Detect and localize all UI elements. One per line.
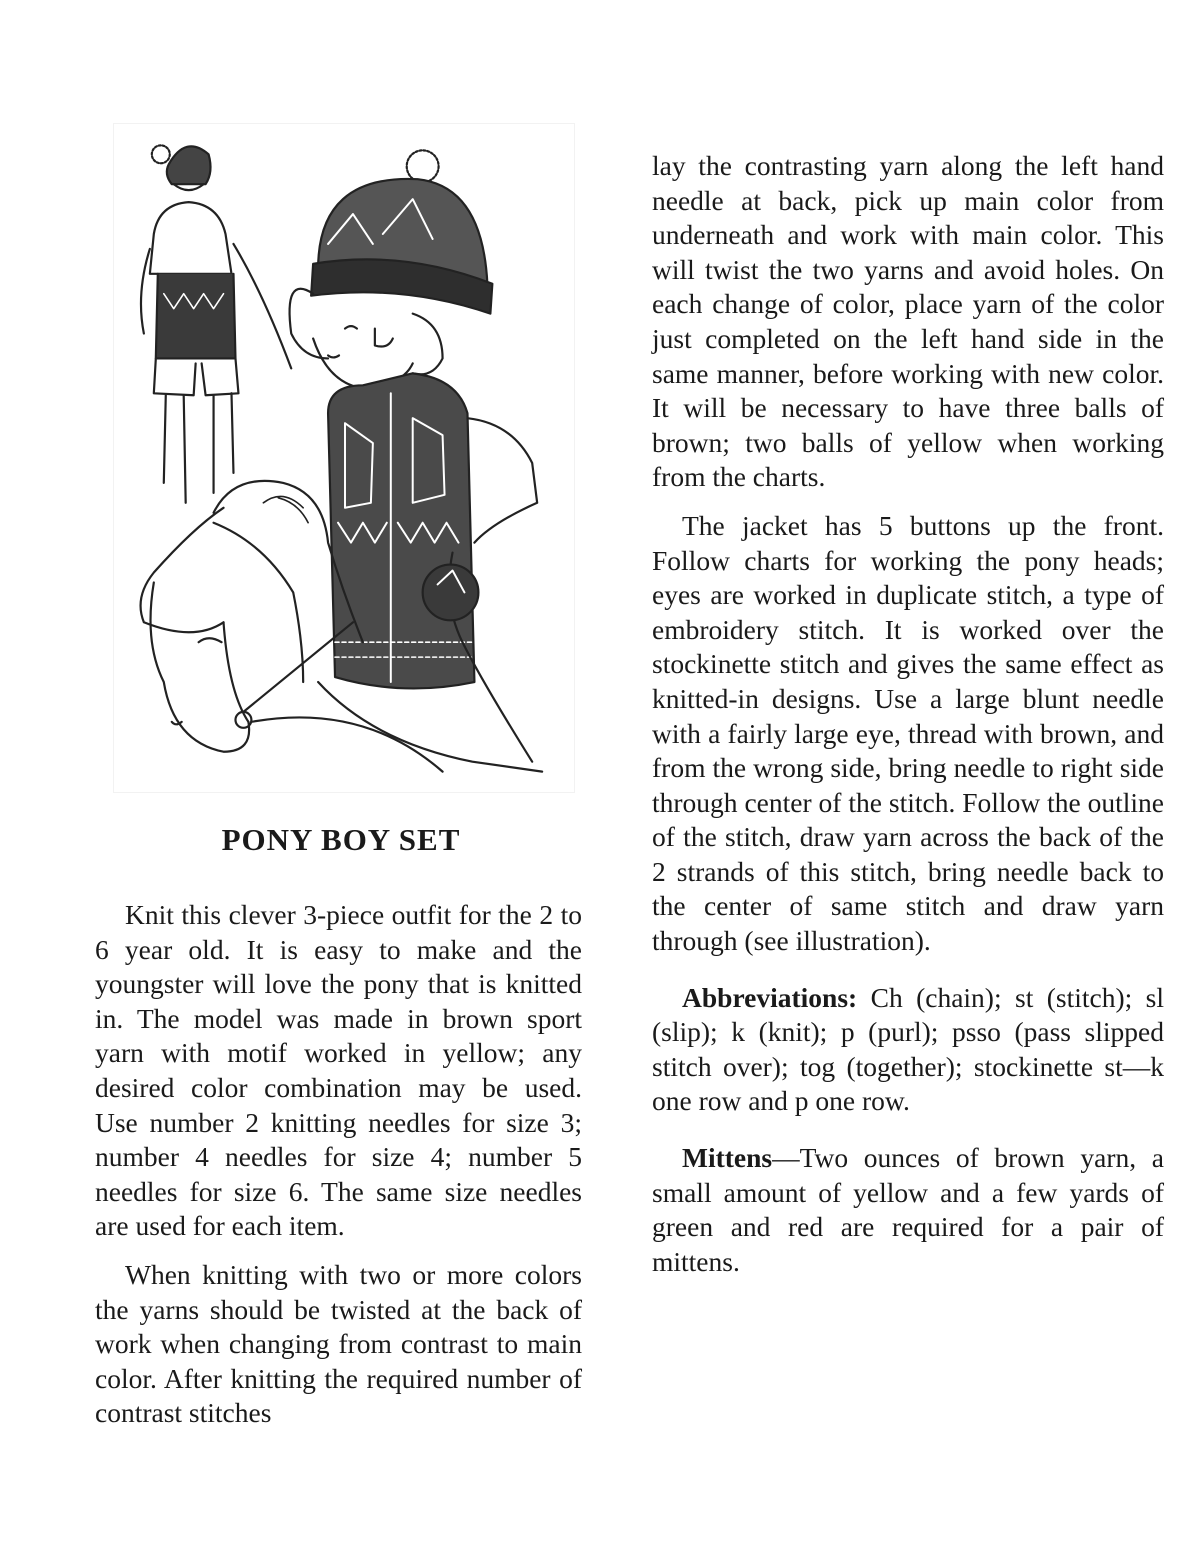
mittens-paragraph xyxy=(652,1141,1164,1279)
left-column xyxy=(95,898,582,1431)
abbreviations-paragraph xyxy=(652,981,1164,1119)
abbreviations-text: Ch (chain); st (stitch); sl (slip); k (knit); p (purl); psso (pass slipped stitch over); tog (together); stockinette st—k one row and p one row. xyxy=(652,981,1164,1117)
intro-paragraph: Knit this clever 3-piece outfit for the 2 to 6 year old. It is easy to make and the youngster will love the pony that is knitted in. The model was made in brown sport yarn with motif worked in yellow; any desired color combination may be used. Use number 2 knitting needles for size 3; number 4 needles for size 4; number 5 needles for size 6. The same size needles are used for each item. xyxy=(95,899,582,1242)
hat-drawing xyxy=(311,150,492,313)
mittens-label: Mittens xyxy=(682,1142,773,1174)
abbreviations-label: Abbreviations: xyxy=(682,981,858,1013)
mitten-drawing xyxy=(423,565,479,621)
twisting-yarn-paragraph: When knitting with two or more colors the yarns should be twisted at the back of work when changing from contrast to main color. After knitting the required number of contrast stitches xyxy=(95,1258,582,1429)
vest-drawing xyxy=(328,373,537,761)
jacket-paragraph: The jacket has 5 buttons up the front. Follow charts for working the pony heads; eyes are worked in duplicate stitch, a type of embroidery stitch. It is worked over the stockinette stitch and gives the same effect as knitted-in designs. Use a large blunt needle with a fairly large eye, thread with brown, and from the wrong side, bring needle to right side through center of the stitch. Follow the outline of the stitch, draw yarn across the back of the 2 strands of this stitch, bring needle back to the center of same stitch and draw yarn through (see illustration). xyxy=(652,509,1164,957)
back-view-child-drawing xyxy=(141,145,291,502)
continued-paragraph: lay the contrasting yarn along the left hand needle at back, pick up main color from underneath and work with main color. This will twist the two yarns and avoid holes. On each change of color, place yarn of the color just completed on the left hand side in the same manner, before working with new color. It will be necessary to have three balls of brown; two balls of yellow when working from the charts. xyxy=(652,150,1164,493)
right-column xyxy=(652,149,1164,1279)
mittens-text: —Two ounces of brown yarn, a small amount of yellow and a few yards of green and red are required for a pair of mittens. xyxy=(652,1142,1164,1277)
page-title: PONY BOY SET xyxy=(221,822,461,857)
pony-boy-illustration xyxy=(113,123,575,793)
